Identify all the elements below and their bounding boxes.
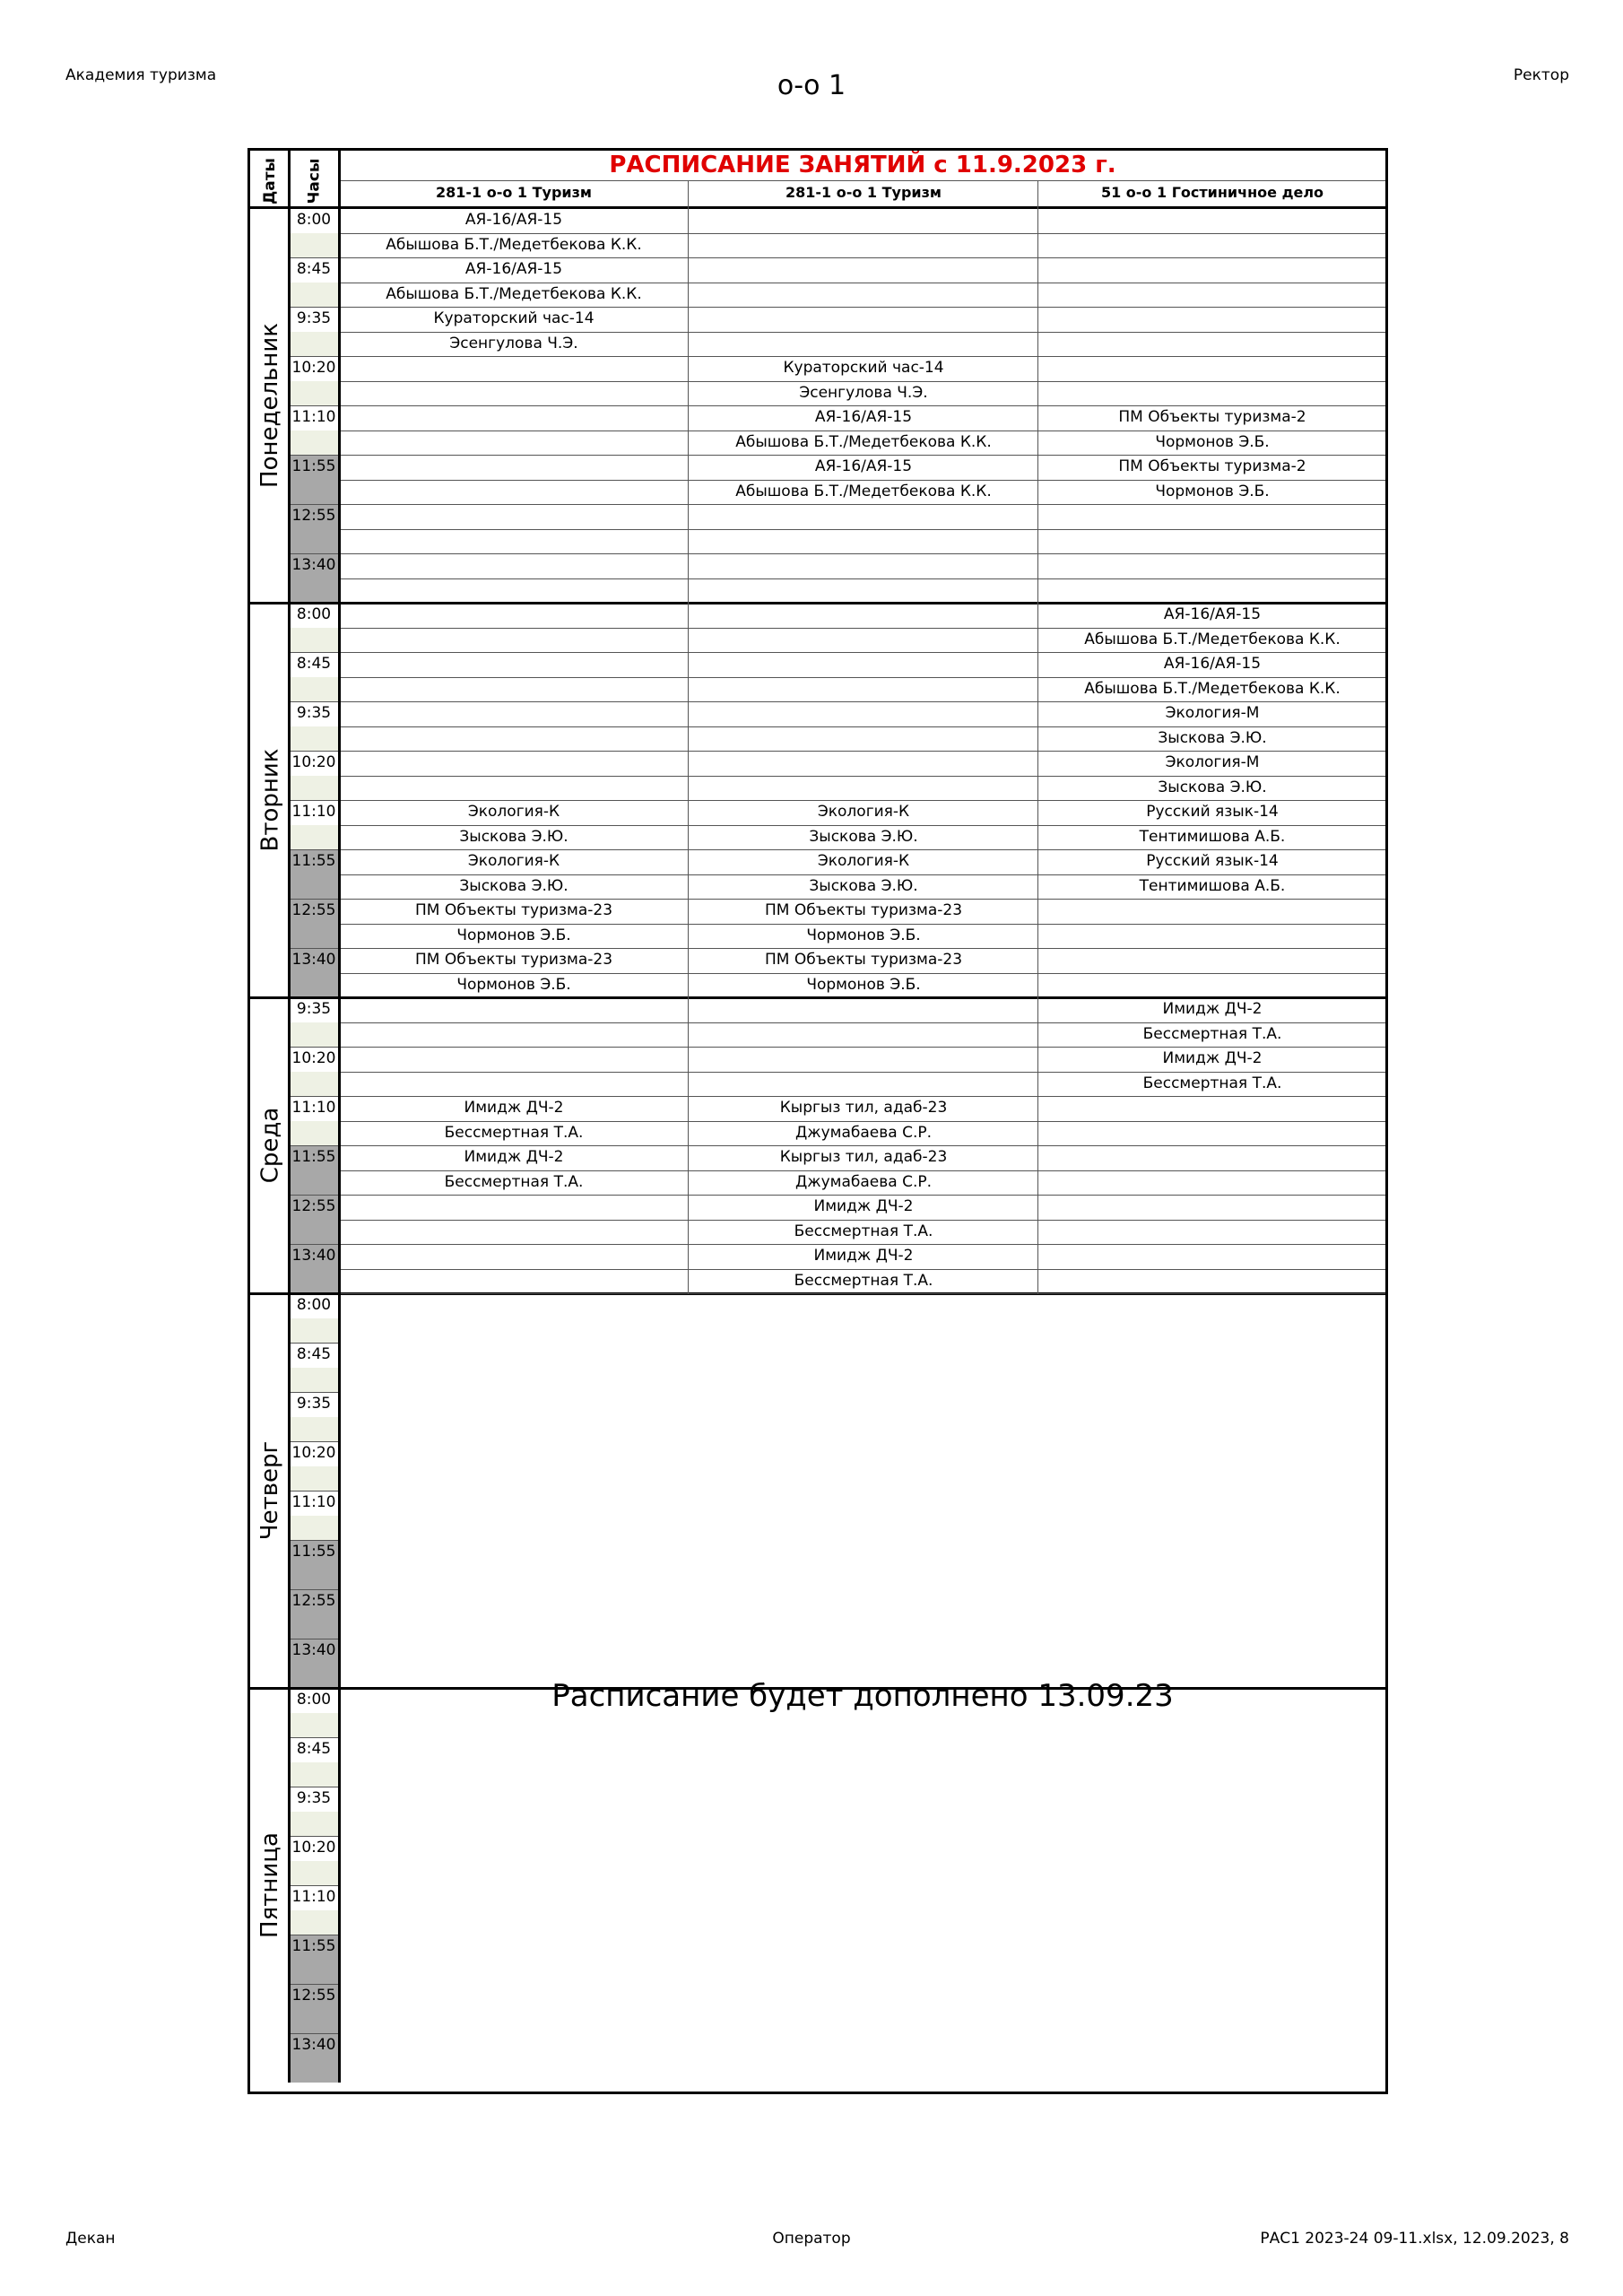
time-cell-bottom	[290, 1022, 338, 1048]
schedule-cell: Имидж ДЧ-2	[464, 1099, 564, 1117]
schedule-cell	[1039, 1244, 1385, 1269]
schedule-cell: Кураторский час-14	[433, 309, 595, 327]
time-slot: 11:10	[291, 1099, 336, 1117]
schedule-cell	[340, 1195, 688, 1220]
time-slot: 11:55	[291, 852, 336, 870]
time-cell-bottom	[290, 1170, 338, 1196]
time-divider	[290, 405, 340, 406]
time-cell-bottom	[290, 1614, 338, 1639]
schedule-cell	[1039, 1269, 1385, 1294]
schedule-cell: АЯ-16/АЯ-15	[1163, 655, 1262, 673]
schedule-cell	[340, 628, 688, 653]
schedule-cell	[690, 1072, 1037, 1097]
schedule-cell	[690, 751, 1037, 776]
time-divider	[290, 1836, 340, 1837]
day-name: Среда	[256, 1107, 284, 1184]
schedule-table	[247, 148, 1388, 2094]
schedule-cell: Экология-К	[467, 852, 560, 870]
schedule-cell	[690, 701, 1037, 726]
schedule-cell	[690, 677, 1037, 702]
schedule-cell: Экология-К	[817, 803, 910, 821]
schedule-cell: Эсенгулова Ч.Э.	[449, 334, 578, 352]
schedule-cell	[690, 652, 1037, 677]
time-cell-bottom	[290, 924, 338, 949]
time-cell-bottom	[290, 1960, 338, 1985]
time-divider	[290, 652, 340, 653]
schedule-cell	[340, 1022, 688, 1048]
schedule-cell	[340, 430, 688, 456]
title-divider	[340, 180, 1385, 181]
time-slot: 10:20	[291, 1839, 336, 1857]
time-slot: 8:00	[296, 605, 332, 623]
schedule-cell	[690, 1047, 1037, 1072]
schedule-cell	[690, 283, 1037, 308]
time-slot: 8:45	[296, 1345, 332, 1363]
time-cell-bottom	[290, 233, 338, 258]
schedule-cell	[340, 356, 688, 381]
time-slot: 8:45	[296, 655, 332, 673]
schedule-cell: Имидж ДЧ-2	[1162, 1049, 1263, 1067]
time-divider	[290, 1244, 340, 1245]
footer-dean: Декан	[65, 2230, 116, 2248]
schedule-cell: ПМ Объекты туризма-23	[764, 951, 963, 969]
schedule-cell	[1039, 1195, 1385, 1220]
schedule-cell: Кураторский час-14	[783, 359, 944, 377]
schedule-cell	[1039, 1145, 1385, 1170]
time-slot: 12:55	[291, 1987, 336, 2005]
schedule-cell	[340, 776, 688, 801]
schedule-cell: Эсенгулова Ч.Э.	[799, 383, 928, 402]
header-institution: Академия туризма	[65, 66, 217, 84]
time-divider	[290, 1145, 340, 1146]
time-divider	[290, 307, 340, 308]
schedule-cell	[690, 529, 1037, 554]
schedule-cell: Джумабаева С.Р.	[794, 1123, 933, 1142]
time-cell-bottom	[290, 2058, 338, 2083]
time-cell-bottom	[290, 283, 338, 308]
schedule-cell	[340, 1047, 688, 1072]
schedule-cell: Чормонов Э.Б.	[456, 975, 571, 994]
time-slot: 12:55	[291, 1592, 336, 1610]
footer-filename: РАС1 2023-24 09-11.xlsx, 12.09.2023, 8	[1260, 2230, 1569, 2248]
time-cell-bottom	[290, 480, 338, 505]
schedule-cell	[690, 578, 1037, 604]
time-slot: 10:20	[291, 753, 336, 771]
time-cell-bottom	[290, 1318, 338, 1344]
schedule-cell: Зыскова Э.Ю.	[459, 827, 568, 846]
schedule-cell	[340, 997, 688, 1022]
time-slot: 12:55	[291, 901, 336, 919]
group-header-2: 281-1 о-о 1 Туризм	[785, 184, 942, 201]
time-slot: 8:00	[296, 211, 332, 229]
schedule-cell: Имидж ДЧ-2	[1162, 1000, 1263, 1018]
time-cell-bottom	[290, 381, 338, 406]
time-divider	[290, 2033, 340, 2034]
time-cell-bottom	[290, 1072, 338, 1097]
group-header-3: 51 о-о 1 Гостиничное дело	[1100, 184, 1324, 201]
schedule-cell	[340, 751, 688, 776]
schedule-cell: Русский язык-14	[1146, 803, 1279, 821]
time-cell-bottom	[290, 776, 338, 801]
schedule-cell: ПМ Объекты туризма-23	[414, 901, 613, 919]
schedule-cell	[1039, 1170, 1385, 1196]
schedule-cell	[1039, 924, 1385, 949]
schedule-cell	[1039, 283, 1385, 308]
time-slot: 8:00	[296, 1691, 332, 1709]
schedule-cell: Бессмертная Т.А.	[1142, 1074, 1282, 1092]
schedule-cell	[1039, 257, 1385, 283]
schedule-cell: Абышова Б.Т./Медетбекова К.К.	[735, 482, 992, 500]
day-label	[250, 997, 290, 1293]
time-slot: 13:40	[291, 951, 336, 969]
schedule-cell	[340, 455, 688, 480]
time-slot: 12:55	[291, 1197, 336, 1215]
time-divider	[290, 1047, 340, 1048]
schedule-cell	[1039, 381, 1385, 406]
time-cell-bottom	[290, 332, 338, 357]
time-divider	[290, 356, 340, 357]
schedule-cell: ПМ Объекты туризма-2	[1118, 457, 1306, 475]
schedule-cell	[1039, 356, 1385, 381]
time-cell-bottom	[290, 677, 338, 702]
time-cell-bottom	[290, 1664, 338, 1689]
day-name: Понедельник	[256, 323, 283, 488]
header-group: о-о 1	[777, 70, 846, 101]
day-name: Пятница	[256, 1832, 283, 1938]
schedule-cell	[340, 677, 688, 702]
time-slot: 10:20	[291, 1049, 336, 1067]
dates-col-divider	[288, 151, 291, 2083]
time-slot: 13:40	[291, 1641, 336, 1659]
schedule-cell: Зыскова Э.Ю.	[809, 876, 918, 895]
schedule-cell	[1039, 948, 1385, 973]
time-slot: 11:55	[291, 1937, 336, 1955]
time-slot: 9:35	[296, 1000, 332, 1018]
time-divider	[290, 455, 340, 456]
schedule-cell: Чормонов Э.Б.	[806, 926, 921, 944]
time-slot: 13:40	[291, 2036, 336, 2054]
time-divider	[290, 701, 340, 702]
schedule-cell	[1039, 208, 1385, 233]
day-name: Четверг	[256, 1440, 284, 1541]
group-col-divider-2	[1037, 180, 1038, 1293]
schedule-cell	[340, 381, 688, 406]
schedule-cell: Экология-К	[467, 803, 560, 821]
schedule-cell: Чормонов Э.Б.	[1155, 432, 1270, 451]
schedule-cell: Джумабаева С.Р.	[794, 1172, 933, 1191]
time-cell-bottom	[290, 1762, 338, 1787]
schedule-cell: Имидж ДЧ-2	[464, 1148, 564, 1166]
schedule-cell	[690, 332, 1037, 357]
time-slot: 11:55	[291, 457, 336, 475]
schedule-cell: ПМ Объекты туризма-23	[764, 901, 963, 919]
schedule-cell	[690, 257, 1037, 283]
time-divider	[290, 1096, 340, 1097]
schedule-cell: Абышова Б.Т./Медетбекова К.К.	[386, 235, 642, 254]
schedule-cell: Бессмертная Т.А.	[794, 1222, 933, 1240]
time-slot: 12:55	[291, 507, 336, 525]
day-label	[250, 603, 290, 997]
schedule-title: РАСПИСАНИЕ ЗАНЯТИЙ с 11.9.2023 г.	[609, 152, 1116, 178]
time-cell-bottom	[290, 529, 338, 554]
schedule-cell: ПМ Объекты туризма-23	[414, 951, 613, 969]
schedule-cell	[340, 652, 688, 677]
time-slot: 13:40	[291, 1247, 336, 1265]
time-cell-bottom	[290, 1861, 338, 1886]
schedule-cell	[690, 553, 1037, 578]
time-cell-bottom	[290, 825, 338, 850]
schedule-cell: Зыскова Э.Ю.	[459, 876, 568, 895]
schedule-cell: АЯ-16/АЯ-15	[464, 260, 563, 278]
time-cell-bottom	[290, 1121, 338, 1146]
schedule-cell	[340, 1244, 688, 1269]
schedule-cell	[340, 1072, 688, 1097]
schedule-cell: Кыргыз тил, адаб-23	[779, 1148, 948, 1166]
footer-operator: Оператор	[772, 2230, 851, 2248]
dates-header: Даты	[261, 157, 279, 204]
time-slot: 13:40	[291, 556, 336, 574]
schedule-cell	[690, 307, 1037, 332]
schedule-cell	[1039, 307, 1385, 332]
hours-header: Часы	[304, 158, 323, 204]
time-cell-bottom	[290, 874, 338, 900]
time-divider	[290, 849, 340, 850]
time-cell-bottom	[290, 1417, 338, 1442]
time-divider	[290, 504, 340, 505]
schedule-cell	[1039, 578, 1385, 604]
time-slot: 8:45	[296, 260, 332, 278]
schedule-cell: Экология-К	[817, 852, 910, 870]
time-slot: 11:55	[291, 1148, 336, 1166]
schedule-cell	[1039, 233, 1385, 258]
schedule-cell	[340, 1220, 688, 1245]
schedule-cell: Русский язык-14	[1146, 852, 1279, 870]
schedule-cell	[340, 603, 688, 628]
schedule-cell: Экология-М	[1165, 753, 1260, 771]
time-cell-bottom	[290, 430, 338, 456]
time-slot: 11:55	[291, 1543, 336, 1561]
schedule-cell	[340, 726, 688, 752]
schedule-cell: Абышова Б.Т./Медетбекова К.К.	[1084, 679, 1341, 698]
time-cell-bottom	[290, 1812, 338, 1837]
schedule-cell	[1039, 504, 1385, 529]
schedule-cell	[690, 628, 1037, 653]
time-divider	[290, 899, 340, 900]
time-cell-bottom	[290, 973, 338, 998]
schedule-cell: Тентимишова А.Б.	[1139, 876, 1286, 895]
schedule-cell	[340, 553, 688, 578]
schedule-cell	[340, 701, 688, 726]
day-name: Вторник	[256, 748, 283, 852]
schedule-cell: Абышова Б.Т./Медетбекова К.К.	[735, 432, 992, 451]
time-cell-bottom	[290, 1565, 338, 1590]
group-col-divider-1	[688, 180, 689, 1293]
schedule-cell	[690, 208, 1037, 233]
schedule-cell: АЯ-16/АЯ-15	[1163, 605, 1262, 623]
schedule-cell	[340, 529, 688, 554]
schedule-cell: Бессмертная Т.А.	[794, 1271, 933, 1290]
schedule-cell	[1039, 332, 1385, 357]
schedule-cell	[1039, 529, 1385, 554]
time-slot: 8:00	[296, 1296, 332, 1314]
schedule-cell: АЯ-16/АЯ-15	[814, 408, 913, 426]
time-slot: 11:10	[291, 803, 336, 821]
day-label	[250, 208, 290, 603]
schedule-cell	[340, 578, 688, 604]
time-divider	[290, 1343, 340, 1344]
time-cell-bottom	[290, 1368, 338, 1393]
time-divider	[290, 553, 340, 554]
time-slot: 10:20	[291, 359, 336, 377]
schedule-cell	[1039, 1096, 1385, 1121]
time-cell-bottom	[290, 1220, 338, 1245]
time-cell-bottom	[290, 1466, 338, 1492]
time-divider	[290, 1737, 340, 1738]
day-label	[250, 1688, 290, 2083]
time-cell-bottom	[290, 2009, 338, 2034]
time-cell-bottom	[290, 628, 338, 653]
schedule-cell	[340, 405, 688, 430]
time-slot: 9:35	[296, 309, 332, 327]
time-divider	[290, 1441, 340, 1442]
schedule-cell: Экология-М	[1165, 704, 1260, 722]
schedule-cell	[690, 603, 1037, 628]
time-slot: 10:20	[291, 1444, 336, 1462]
time-cell-bottom	[290, 1269, 338, 1294]
schedule-cell: Бессмертная Т.А.	[444, 1172, 584, 1191]
grid-bottom	[340, 1293, 1385, 1294]
schedule-cell: Чормонов Э.Б.	[1155, 482, 1270, 500]
schedule-cell	[690, 776, 1037, 801]
schedule-cell	[1039, 1220, 1385, 1245]
header-rector: Ректор	[1513, 66, 1569, 84]
schedule-cell: Чормонов Э.Б.	[456, 926, 571, 944]
time-slot: 9:35	[296, 1789, 332, 1807]
schedule-cell	[1039, 553, 1385, 578]
schedule-cell	[340, 480, 688, 505]
schedule-cell: Бессмертная Т.А.	[444, 1123, 584, 1142]
schedule-cell	[690, 504, 1037, 529]
schedule-cell	[1039, 1121, 1385, 1146]
time-slot: 9:35	[296, 1395, 332, 1413]
schedule-cell	[690, 997, 1037, 1022]
time-divider	[290, 1984, 340, 1985]
time-divider	[290, 257, 340, 258]
schedule-cell	[690, 233, 1037, 258]
schedule-notice: Расписание будет дополнено 13.09.23	[551, 1678, 1174, 1714]
time-divider	[290, 1885, 340, 1886]
hours-col-divider	[338, 151, 341, 2083]
time-slot: 9:35	[296, 704, 332, 722]
group-header-1: 281-1 о-о 1 Туризм	[435, 184, 593, 201]
time-slot: 11:10	[291, 1888, 336, 1906]
time-slot: 11:10	[291, 408, 336, 426]
schedule-cell: ПМ Объекты туризма-2	[1118, 408, 1306, 426]
time-divider	[290, 948, 340, 949]
schedule-cell: Абышова Б.Т./Медетбекова К.К.	[1084, 630, 1341, 648]
schedule-cell: Чормонов Э.Б.	[806, 975, 921, 994]
time-divider	[290, 800, 340, 801]
time-slot: 11:10	[291, 1493, 336, 1511]
time-cell-bottom	[290, 578, 338, 604]
time-divider	[290, 1392, 340, 1393]
schedule-cell	[1039, 973, 1385, 998]
time-divider	[290, 751, 340, 752]
schedule-cell: АЯ-16/АЯ-15	[814, 457, 913, 475]
time-cell-bottom	[290, 1713, 338, 1738]
schedule-cell: Абышова Б.Т./Медетбекова К.К.	[386, 284, 642, 303]
time-divider	[290, 1540, 340, 1541]
schedule-cell	[340, 504, 688, 529]
schedule-cell: Зыскова Э.Ю.	[809, 827, 918, 846]
schedule-cell	[690, 1022, 1037, 1048]
schedule-cell: Бессмертная Т.А.	[1142, 1024, 1282, 1043]
schedule-cell: Имидж ДЧ-2	[813, 1247, 914, 1265]
schedule-cell: Зыскова Э.Ю.	[1158, 728, 1267, 747]
schedule-cell: Имидж ДЧ-2	[813, 1197, 914, 1215]
schedule-cell	[340, 1269, 688, 1294]
day-label	[250, 1293, 290, 1688]
time-cell-bottom	[290, 726, 338, 752]
schedule-cell: Тентимишова А.Б.	[1139, 827, 1286, 846]
schedule-cell	[1039, 899, 1385, 924]
time-divider	[290, 1589, 340, 1590]
schedule-cell	[690, 726, 1037, 752]
time-divider	[290, 1491, 340, 1492]
time-slot: 8:45	[296, 1740, 332, 1758]
time-cell-bottom	[290, 1910, 338, 1935]
time-divider	[290, 1195, 340, 1196]
schedule-cell: АЯ-16/АЯ-15	[464, 211, 563, 229]
time-cell-bottom	[290, 1516, 338, 1541]
schedule-cell: Зыскова Э.Ю.	[1158, 778, 1267, 796]
schedule-cell: Кыргыз тил, адаб-23	[779, 1099, 948, 1117]
